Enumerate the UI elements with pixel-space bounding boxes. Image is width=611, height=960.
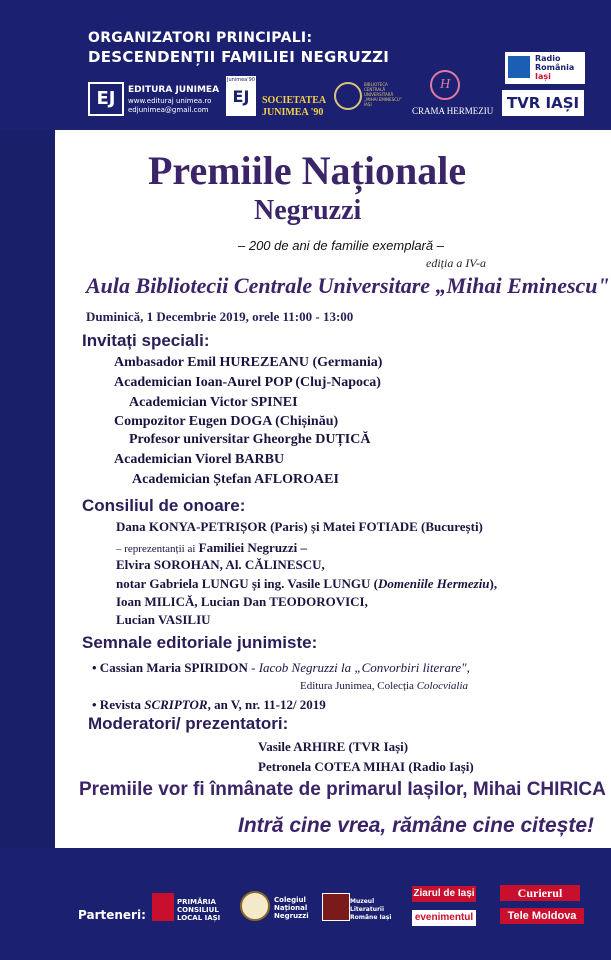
venue: Aula Bibliotecii Centrale Universitare „Mihai Eminescu" xyxy=(86,273,610,298)
editorial-rev-a: • Revista xyxy=(92,697,145,712)
telemoldova-logo: Tele Moldova xyxy=(500,908,584,924)
editorial-item xyxy=(92,697,326,713)
guest-item: Academician Viorel BARBU xyxy=(114,452,285,467)
junimea-logo: EJ xyxy=(88,82,124,116)
curierul-logo: Curierul xyxy=(500,885,580,901)
editorial-author: • Cassian Maria SPIRIDON xyxy=(92,660,248,675)
guest-item: Compozitor Eugen DOGA (Chișinău) xyxy=(114,414,339,429)
primaria-name: PRIMĂRIA CONSILIUL LOCAL IAȘI xyxy=(177,898,221,922)
biblioteca-name: BIBLIOTECA CENTRALĂ UNIVERSITARĂ „MIHAI EMINESCU" IAȘI xyxy=(364,82,402,107)
council-line4-end: ), xyxy=(489,576,498,591)
partners-label: Parteneri: xyxy=(78,908,146,922)
editorial-collection: Colocvialia xyxy=(416,680,469,692)
guest-item: Profesor universitar Gheorghe DUȚICĂ xyxy=(129,432,371,447)
title-main: Premiile Naționale xyxy=(148,148,467,193)
header-band xyxy=(0,0,611,130)
organizers-name: DESCENDENȚII FAMILIEI NEGRUZZI xyxy=(88,48,390,66)
council-line: Ioan MILICĂ, Lucian Dan TEODOROVICI, xyxy=(116,594,368,609)
closing-award: Premiile vor fi înmânate de primarul Iașilor, Mihai CHIRICA xyxy=(79,779,606,800)
editorial-publisher: Editura Junimea, Colecția xyxy=(300,680,417,692)
editorial-item xyxy=(92,660,470,676)
council-line xyxy=(116,540,307,556)
council-line xyxy=(116,576,497,592)
editorial-rev-b: , an V, nr. 11-12/ 2019 xyxy=(207,697,326,712)
edition: ediția a IV-a xyxy=(426,256,486,270)
council-line: Dana KONYA-PETRIȘOR (Paris) și Matei FOTIADE (București) xyxy=(116,519,483,534)
radio-3: Iași xyxy=(535,72,551,81)
council-note: – reprezentanții ai xyxy=(116,543,196,555)
radio-2: România xyxy=(535,63,575,72)
muzeul-name: Muzeul Literaturii Române Iași xyxy=(350,898,392,921)
council-line: Lucian VASILIU xyxy=(116,612,211,627)
editorial-rev-title: SCRIPTOR xyxy=(144,697,208,712)
colegiul-name: Colegiul Național Negruzzi xyxy=(274,896,309,920)
colegiul-emblem-icon xyxy=(240,891,270,921)
title-name: Negruzzi xyxy=(254,195,362,226)
council-family: Familiei Negruzzi – xyxy=(198,540,307,555)
editorial-book: - Iacob Negruzzi la „Convorbiri literare", xyxy=(247,660,470,675)
closing-motto: Intră cine vrea, rămâne cine citește! xyxy=(238,814,595,837)
council-heading: Consiliul de onoare: xyxy=(82,496,246,515)
muzeul-icon xyxy=(322,893,350,921)
crama-emblem: H xyxy=(430,70,460,100)
crama-name: CRAMA HERMEZIU xyxy=(412,106,494,116)
editorial-sub xyxy=(300,680,468,692)
societatea-1: SOCIETATEA xyxy=(262,95,327,106)
junimea-web: www.edituraj unimea.ro xyxy=(128,97,212,105)
radio-1: Radio xyxy=(535,54,561,63)
event-date: Duminică, 1 Decembrie 2019, orele 11:00 - 13:00 xyxy=(86,309,354,324)
editorial-heading: Semnale editoriale junimiste: xyxy=(82,633,318,652)
guest-item: Academician Ștefan AFLOROAEI xyxy=(132,472,339,487)
moderator-item: Vasile ARHIRE (TVR Iași) xyxy=(258,739,409,754)
guests-heading: Invitați speciali: xyxy=(82,331,210,350)
council-line: Elvira SOROHAN, Al. CĂLINESCU, xyxy=(116,557,325,572)
tvr-iasi-logo: TVR IAȘI xyxy=(502,90,584,116)
radio-icon xyxy=(508,56,530,78)
junimea-name: EDITURA JUNIMEA xyxy=(128,85,220,95)
evenimentul-logo: evenimentul xyxy=(412,910,476,926)
guest-item: Academician Ioan-Aurel POP (Cluj-Napoca) xyxy=(114,375,381,390)
junimea-mail: edjunimea@gmail.com xyxy=(128,106,209,114)
council-line4: notar Gabriela LUNGU și ing. Vasile LUNGU ( xyxy=(116,576,378,591)
societatea-2: JUNIMEA '90 xyxy=(262,107,324,118)
subtitle: – 200 de ani de familie exemplară – xyxy=(238,238,444,253)
junimea90-logo xyxy=(226,76,256,116)
biblioteca-emblem xyxy=(334,82,362,110)
guest-item: Academician Victor SPINEI xyxy=(129,395,298,410)
guest-item: Ambasador Emil HUREZEANU (Germania) xyxy=(114,355,383,370)
junimea90-tag: Junimea'90 xyxy=(227,77,255,83)
moderators-heading: Moderatori/ prezentatori: xyxy=(88,714,289,733)
organizers-label: ORGANIZATORI PRINCIPALI: xyxy=(88,30,313,46)
moderator-item: Petronela COTEA MIHAI (Radio Iași) xyxy=(258,759,474,774)
primaria-crest-icon xyxy=(152,893,174,921)
ziarul-logo: Ziarul de Iași xyxy=(412,886,476,902)
junimea90-mark: EJ xyxy=(232,87,250,106)
council-line4-italic: Domeniile Hermeziu xyxy=(377,576,490,591)
radio-romania-logo xyxy=(505,52,585,84)
